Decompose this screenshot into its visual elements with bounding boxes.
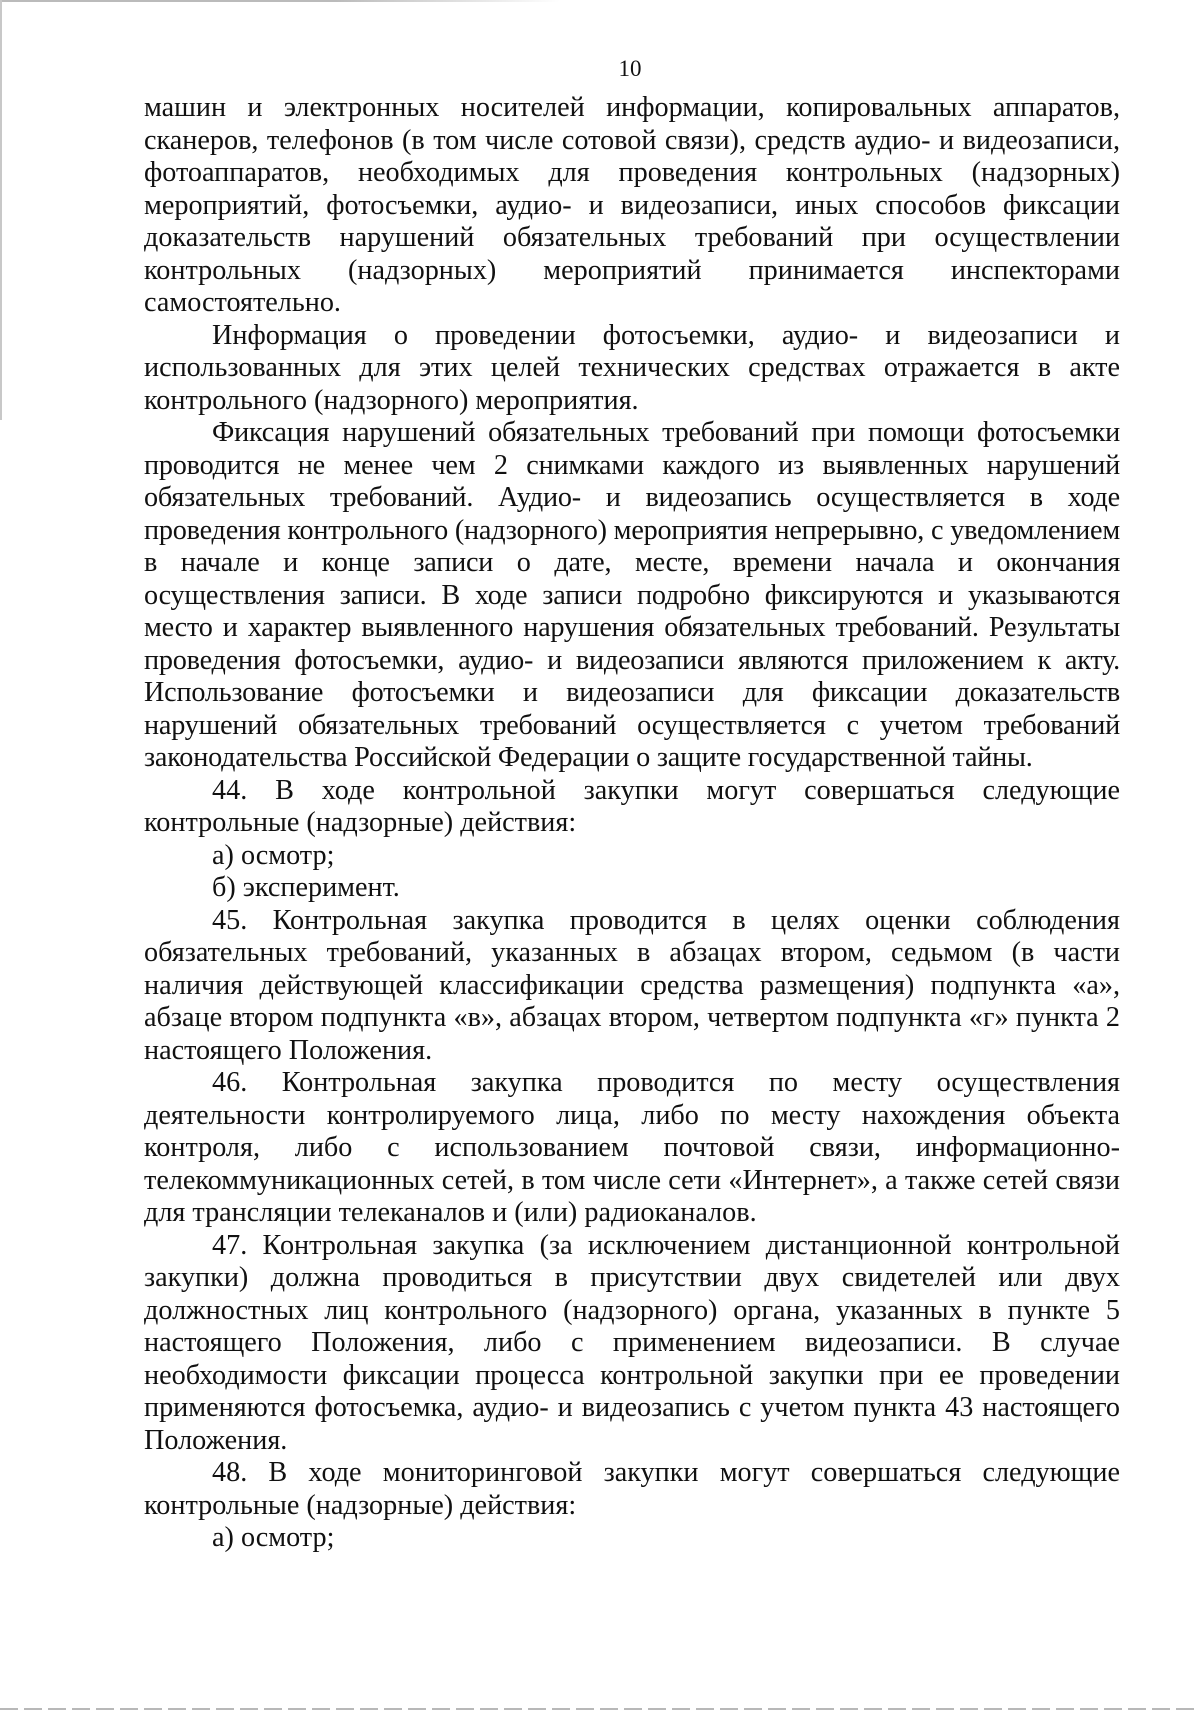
list-item-48-a: а) осмотр; bbox=[212, 1522, 335, 1553]
scan-edge-top bbox=[0, 0, 560, 2]
paragraph-48: 48. В ходе мониторинговой закупки могут совершаться следующие контрольные (надзорные) действия: bbox=[144, 1457, 1120, 1521]
document-body bbox=[144, 92, 1120, 1555]
paragraph-44: 44. В ходе контрольной закупки могут совершаться следующие контрольные (надзорные) действия: bbox=[144, 774, 1120, 838]
list-item-44-b: б) эксперимент. bbox=[212, 872, 400, 903]
paragraph-fixation-rules: Фиксация нарушений обязательных требований при помощи фотосъемки проводится не менее чем 2 снимками каждого из выявленных нарушений обязательных требований. Аудио- и видеозапись осуществляется в ходе проведения контрольного (надзорного) мероприятия непрерывно, с уведомлением в начале и конце записи о дате, месте, времени начала и окончания осуществления записи. В ходе записи подробно фиксируются и указываются место и характер выявленного нарушения обязательных требований. Результаты проведения фотосъемки, аудио- и видеозаписи являются приложением к акту. Использование фотосъемки и видеозаписи для фиксации доказательств нарушений обязательных требований осуществляется с учетом требований законодательства Российской Федерации о защите государственной тайны. bbox=[144, 417, 1120, 773]
paragraph-continuation-equipment: машин и электронных носителей информации, копировальных аппаратов, сканеров, телефонов (в том числе сотовой связи), средств аудио- и видеозаписи, фотоаппаратов, необходимых для проведения контрольных (надзорных) мероприятий, фотосъемки, аудио- и видеозаписи, иных способов фиксации доказательств нарушений обязательных требований при осуществлении контрольных (надзорных) мероприятий принимается инспекторами самостоятельно. bbox=[144, 92, 1120, 318]
paragraph-47: 47. Контрольная закупка (за исключением дистанционной контрольной закупки) должна проводиться в присутствии двух свидетелей или двух должностных лиц контрольного (надзорного) органа, указанных в пункте 5 настоящего Положения, либо с применением видеозаписи. В случае необходимости фиксации процесса контрольной закупки при ее проведении применяются фотосъемка, аудио- и видеозапись с учетом пункта 43 настоящего Положения. bbox=[144, 1229, 1120, 1456]
paragraph-46: 46. Контрольная закупка проводится по месту осуществления деятельности контролируемого лица, либо по месту нахождения объекта контроля, либо с использованием почтовой связи, информационно-телекоммуникационных сетей, в том числе сети «Интернет», а также сетей связи для трансляции телеканалов и (или) радиоканалов. bbox=[144, 1067, 1120, 1228]
scan-edge-bottom bbox=[0, 1708, 1200, 1710]
paragraph-45: 45. Контрольная закупка проводится в целях оценки соблюдения обязательных требований, указанных в абзацах втором, седьмом (в части наличия действующей классификации средства размещения) подпункта «а», абзаце втором подпункта «в», абзацах втором, четвертом подпункта «г» пункта 2 настоящего Положения. bbox=[144, 904, 1120, 1066]
list-item-44-a: а) осмотр; bbox=[212, 839, 335, 871]
paragraph-recording-info: Информация о проведении фотосъемки, аудио- и видеозаписи и использованных для этих целей технических средствах отражается в акте контрольного (надзорного) мероприятия. bbox=[144, 319, 1120, 416]
page-number: 10 bbox=[618, 56, 642, 81]
